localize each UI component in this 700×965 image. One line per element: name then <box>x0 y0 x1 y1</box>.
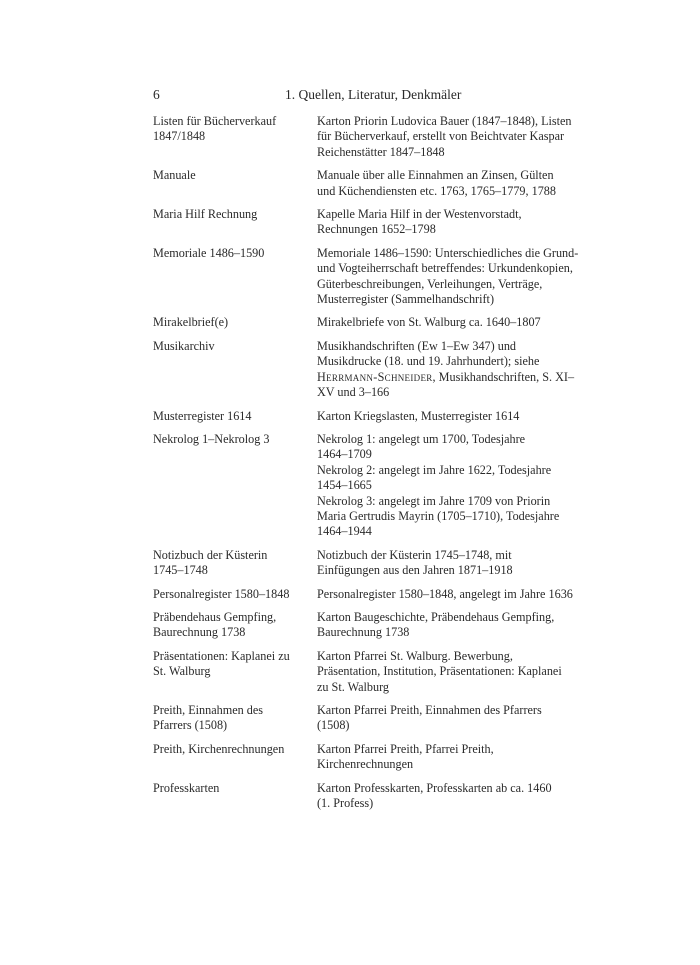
key-line: 1847/1848 <box>153 129 206 144</box>
description-line: Nekrolog 2: angelegt im Jahre 1622, Todesjahre <box>317 462 552 477</box>
key-line: Notizbuch der Küsterin <box>153 547 268 562</box>
entry-description <box>317 781 603 812</box>
description-line: Musikdrucke (18. und 19. Jahrhundert); siehe <box>317 354 540 369</box>
key-line: Listen für Bücherverkauf <box>153 114 277 128</box>
description-line: Karton Pfarrei Preith, Pfarrei Preith, <box>317 741 494 756</box>
description-line: Präsentation, Institution, Präsentationen: Kaplanei <box>317 664 562 679</box>
description-line: Musterregister (Sammelhandschrift) <box>317 292 495 307</box>
description-line: Notizbuch der Küsterin 1745–1748, mit <box>317 547 512 562</box>
entry-description <box>317 114 603 160</box>
description-line: für Bücherverkauf, erstellt von Beichtvater Kaspar <box>317 129 565 144</box>
register-entry <box>153 703 603 734</box>
description-line: Karton Baugeschichte, Präbendehaus Gempfing, <box>317 609 555 624</box>
entry-description <box>317 207 603 238</box>
description-line: Manuale über alle Einnahmen an Zinsen, Gülten <box>317 168 554 183</box>
description-line: Rechnungen 1652–1798 <box>317 222 436 237</box>
description-line: Kapelle Maria Hilf in der Westenvorstadt, <box>317 207 522 222</box>
chapter-title: 1. Quellen, Literatur, Denkmäler <box>285 87 462 102</box>
key-line: Musterregister 1614 <box>153 408 252 423</box>
register-entry <box>153 409 603 424</box>
description-line: 1454–1665 <box>317 478 372 493</box>
description-fragment: , Musikhandschriften, S. XI– <box>432 369 575 384</box>
key-line: Musikarchiv <box>153 338 215 353</box>
key-line: Personalregister 1580–1848 <box>153 586 290 601</box>
description-line: (1. Profess) <box>317 796 374 811</box>
description-line: Baurechnung 1738 <box>317 625 410 640</box>
register-entry <box>153 432 603 540</box>
key-line: Manuale <box>153 168 196 183</box>
register-entry <box>153 649 603 695</box>
description-line: Kirchenrechnungen <box>317 757 414 772</box>
register-entry <box>153 548 603 579</box>
register-entry <box>153 339 603 401</box>
description-line: und Küchendiensten etc. 1763, 1765–1779, 1788 <box>317 183 556 198</box>
entry-key <box>153 781 317 812</box>
description-line: (1508) <box>317 718 350 733</box>
description-line <box>317 370 603 385</box>
key-line: 1745–1748 <box>153 563 208 578</box>
description-line: Karton Priorin Ludovica Bauer (1847–1848), Listen <box>317 114 572 128</box>
key-line: Präbendehaus Gempfing, <box>153 609 277 624</box>
description-line: Güterbeschreibungen, Verleihungen, Verträge, <box>317 276 543 291</box>
key-line: Pfarrers (1508) <box>153 718 228 733</box>
register-entry <box>153 781 603 812</box>
entry-key <box>153 703 317 734</box>
entry-key <box>153 207 317 238</box>
description-line: 1464–1944 <box>317 524 372 539</box>
description-line: Einfügungen aus den Jahren 1871–1918 <box>317 563 513 578</box>
entry-description <box>317 432 603 540</box>
description-line: Karton Professkarten, Professkarten ab ca. 1460 <box>317 780 552 795</box>
register-entry <box>153 114 603 160</box>
key-line: Nekrolog 1–Nekrolog 3 <box>153 431 270 446</box>
author-name: Herrmann-Schneider <box>317 369 433 384</box>
entry-description <box>317 742 603 773</box>
description-line: Karton Kriegslasten, Musterregister 1614 <box>317 408 520 423</box>
entry-key <box>153 339 317 401</box>
entry-key <box>153 114 317 160</box>
page-number: 6 <box>153 87 160 102</box>
register-entry <box>153 207 603 238</box>
entry-key <box>153 587 317 602</box>
description-line: Musikhandschriften (Ew 1–Ew 347) und <box>317 338 517 353</box>
key-line: Professkarten <box>153 780 220 795</box>
register-entry <box>153 315 603 330</box>
key-line: Maria Hilf Rechnung <box>153 207 258 222</box>
description-line: und Vogteiherrschaft betreffendes: Urkundenkopien, <box>317 261 573 276</box>
description-line: Reichenstätter 1847–1848 <box>317 144 445 159</box>
register-entry <box>153 168 603 199</box>
entry-description <box>317 587 603 602</box>
entry-description <box>317 315 603 330</box>
entry-key <box>153 610 317 641</box>
entry-description <box>317 339 603 401</box>
key-line: Mirakelbrief(e) <box>153 315 229 330</box>
key-line: Memoriale 1486–1590 <box>153 245 265 260</box>
entry-description <box>317 703 603 734</box>
key-line: Preith, Kirchenrechnungen <box>153 741 285 756</box>
entry-description <box>317 168 603 199</box>
entry-description <box>317 649 603 695</box>
description-line: XV und 3–166 <box>317 385 390 400</box>
description-line: Mirakelbriefe von St. Walburg ca. 1640–1807 <box>317 315 541 330</box>
key-line: Preith, Einnahmen des <box>153 703 264 717</box>
key-line: St. Walburg <box>153 664 211 679</box>
entry-key <box>153 432 317 540</box>
entry-key <box>153 548 317 579</box>
description-line: 1464–1709 <box>317 447 372 462</box>
key-line: Präsentationen: Kaplanei zu <box>153 648 290 663</box>
description-line: Nekrolog 1: angelegt um 1700, Todesjahre <box>317 431 526 446</box>
entry-key <box>153 649 317 695</box>
description-line: Personalregister 1580–1848, angelegt im Jahre 1636 <box>317 586 573 601</box>
entry-key <box>153 168 317 199</box>
entry-description <box>317 548 603 579</box>
description-line: Memoriale 1486–1590: Unterschiedliches die Grund- <box>317 245 579 260</box>
register-entry <box>153 587 603 602</box>
register-entry <box>153 246 603 308</box>
description-line: zu St. Walburg <box>317 679 390 694</box>
description-line: Karton Pfarrei Preith, Einnahmen des Pfarrers <box>317 703 542 717</box>
entry-key <box>153 246 317 308</box>
register-entry <box>153 610 603 641</box>
entry-key <box>153 409 317 424</box>
entry-description <box>317 610 603 641</box>
entry-key <box>153 742 317 773</box>
register-entry <box>153 742 603 773</box>
register-list <box>153 114 603 819</box>
key-line: Baurechnung 1738 <box>153 625 246 640</box>
running-head <box>153 86 603 104</box>
description-line: Maria Gertrudis Mayrin (1705–1710), Todesjahre <box>317 508 560 523</box>
description-line: Karton Pfarrei St. Walburg. Bewerbung, <box>317 648 513 663</box>
entry-key <box>153 315 317 330</box>
entry-description <box>317 246 603 308</box>
description-line: Nekrolog 3: angelegt im Jahre 1709 von Priorin <box>317 493 551 508</box>
entry-description <box>317 409 603 424</box>
